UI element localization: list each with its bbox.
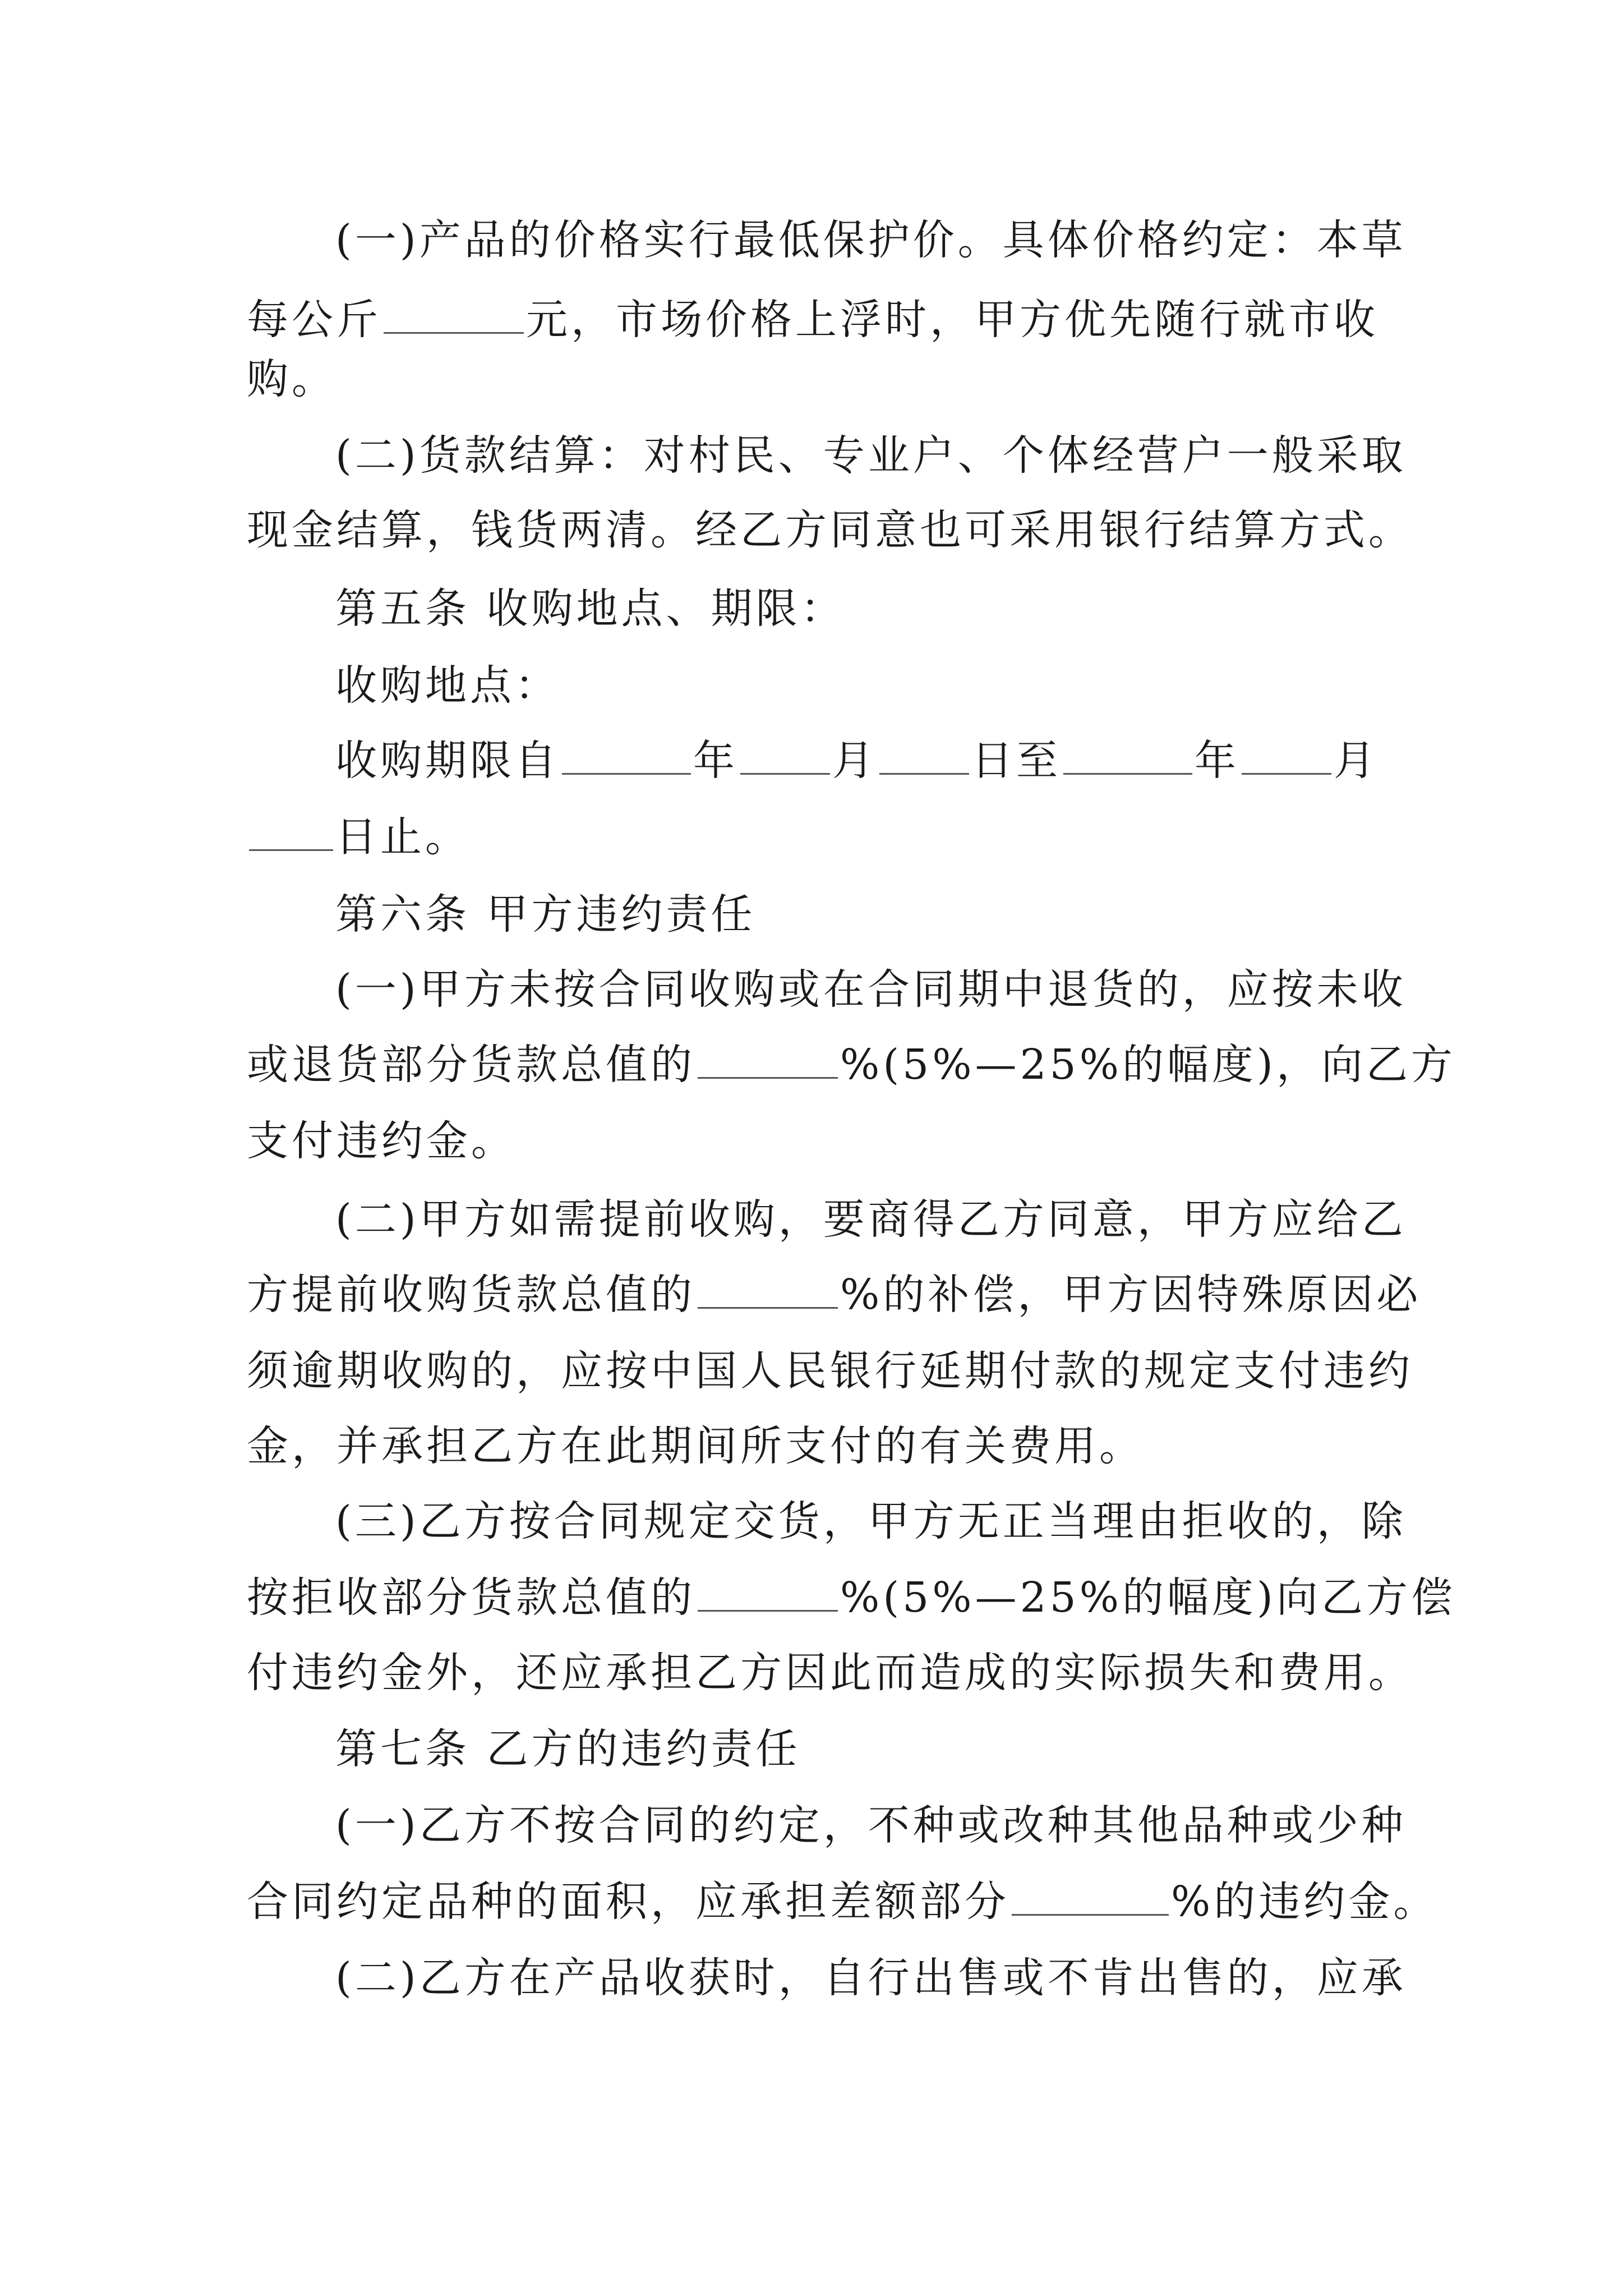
paragraph-line: 每公斤 元，市场价格上浮时，甲方优先随行就市收 [247,292,1391,348]
fill-in-blank[interactable] [1242,734,1331,775]
fill-in-blank[interactable] [698,1571,838,1612]
paragraph-line: 支付违约金。 [247,1117,516,1165]
fill-in-blank[interactable] [1012,1875,1169,1916]
fill-in-blank[interactable] [879,734,969,775]
paragraph-line: (一)产品的价格实行最低保护价。具体价格约定：本草 [335,216,1407,264]
paragraph-line: 现金结算，钱货两清。经乙方同意也可采用银行结算方式。 [247,506,1413,554]
paragraph-line: (二)乙方在产品收获时，自行出售或不肯出售的，应承 [335,1954,1407,2002]
paragraph-line: 购。 [247,355,336,403]
paragraph-line: 合同约定品种的面积，应承担差额部分 %的违约金。 [247,1874,1391,1930]
paragraph-line: 收购期限自 年 月 日至 年 月 [335,733,1479,789]
paragraph-line: (三)乙方按合同规定交货，甲方无正当理由拒收的，除 [335,1497,1407,1545]
paragraph-line: 收购地点： [335,661,560,710]
section-heading: 第五条 收购地点、期限： [335,585,846,633]
section-heading: 第七条 乙方的违约责任 [335,1725,801,1773]
paragraph-line: 日止。 [247,809,1391,865]
fill-in-blank[interactable] [740,734,830,775]
paragraph-line: (一)乙方不按合同的约定，不种或改种其他品种或少种 [335,1801,1407,1849]
fill-in-blank[interactable] [384,293,524,334]
paragraph-line: 或退货部分货款总值的 %(5%—25%的幅度)，向乙方 [247,1037,1391,1093]
paragraph-line: 按拒收部分货款总值的 %(5%—25%的幅度)向乙方偿 [247,1570,1391,1626]
fill-in-blank[interactable] [562,734,691,775]
paragraph-line: 方提前收购货款总值的 %的补偿，甲方因特殊原因必 [247,1267,1391,1323]
fill-in-blank[interactable] [698,1268,838,1309]
paragraph-line: 付违约金外，还应承担乙方因此而造成的实际损失和费用。 [247,1649,1413,1697]
fill-in-blank[interactable] [249,810,333,851]
fill-in-blank[interactable] [1063,734,1192,775]
paragraph-line: (二)货款结算：对村民、专业户、个体经营户一般采取 [335,431,1407,480]
paragraph-line: 金，并承担乙方在此期间所支付的有关费用。 [247,1422,1144,1470]
paragraph-line: 须逾期收购的，应按中国人民银行延期付款的规定支付违约 [247,1347,1413,1395]
section-heading: 第六条 甲方违约责任 [335,890,756,938]
fill-in-blank[interactable] [698,1038,838,1079]
paragraph-line: (二)甲方如需提前收购，要商得乙方同意，甲方应给乙 [335,1195,1407,1244]
paragraph-line: (一)甲方未按合同收购或在合同期中退货的，应按未收 [335,965,1407,1014]
